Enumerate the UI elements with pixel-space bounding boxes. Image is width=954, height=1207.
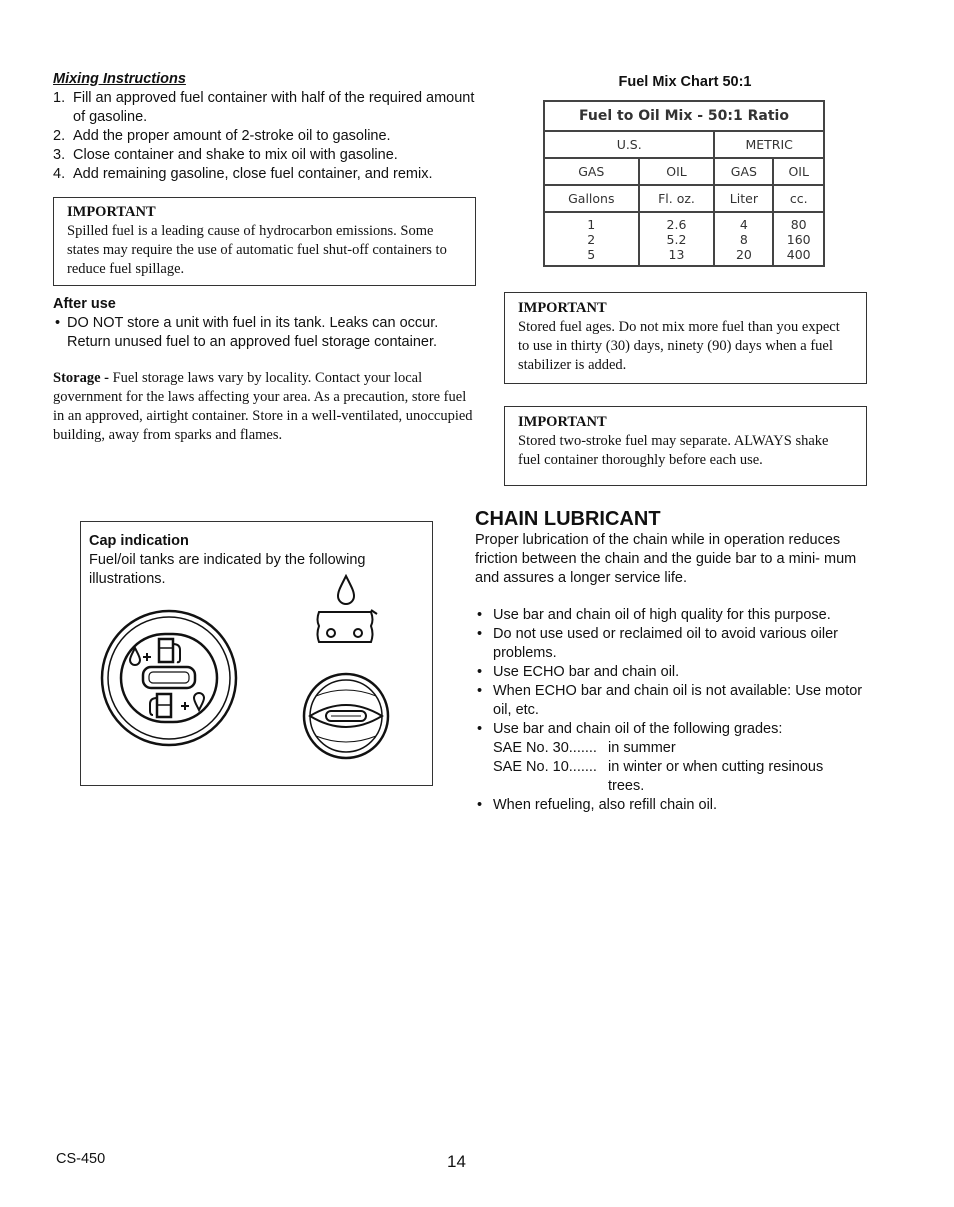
- mixing-instructions: [53, 70, 478, 184]
- important-box-separation: [504, 406, 867, 486]
- list-item: 1. Fill an approved fuel container with half of the required amount of gasoline.: [53, 90, 475, 125]
- grade-row: SAE No. 30....... in summer: [493, 740, 676, 756]
- storage-label: Storage -: [53, 370, 109, 386]
- list-item: • DO NOT store a unit with fuel in its tank. Leaks can occur. Return unused fuel to an approved fuel storage container.: [53, 314, 478, 352]
- important-box-spill: [53, 197, 476, 286]
- cap-description: Fuel/oil tanks are indicated by the following illustrations.: [89, 552, 366, 587]
- table-title: Fuel to Oil Mix - 50:1 Ratio: [544, 101, 824, 131]
- important-title: IMPORTANT: [518, 414, 607, 430]
- table-group-metric: METRIC: [714, 131, 824, 158]
- table-header: OIL: [773, 158, 824, 185]
- table-group-us: U.S.: [544, 131, 714, 158]
- cap-title: Cap indication: [89, 533, 189, 549]
- important-title: IMPORTANT: [67, 204, 156, 220]
- footer-model: CS-450: [56, 1151, 106, 1167]
- important-box-stored-fuel: [504, 292, 867, 384]
- important-text: Spilled fuel is a leading cause of hydrocarbon emissions. Some states may require the use of automatic fuel shut-off containers to reduce fuel spillage.: [67, 223, 447, 277]
- important-title: IMPORTANT: [518, 300, 607, 316]
- table-header: OIL: [639, 158, 715, 185]
- important-text: Stored two-stroke fuel may separate. ALWAYS shake fuel container thoroughly before each use.: [518, 433, 829, 468]
- important-text: Stored fuel ages. Do not mix more fuel than you expect to use in thirty (30) days, ninety (90) days when a fuel stabilizer is added.: [518, 319, 840, 373]
- list-item: • Use bar and chain oil of high quality for this purpose.: [475, 606, 875, 625]
- chain-lubricant-title: CHAIN LUBRICANT: [475, 508, 661, 530]
- list-item: • Do not use used or reclaimed oil to avoid various oiler problems.: [475, 625, 875, 663]
- after-use-section: [53, 295, 478, 352]
- list-item: • Use bar and chain oil of the following grades: SAE No. 30....... in summer SAE No. 10....... in winter or when cutting resinous trees.: [475, 720, 875, 796]
- fuel-mix-table-wrapper: [543, 100, 825, 267]
- after-use-title: After use: [53, 296, 116, 312]
- fuel-chart-caption: Fuel Mix Chart 50:1: [618, 74, 752, 90]
- table-unit: cc.: [773, 185, 824, 212]
- list-item: 2. Add the proper amount of 2-stroke oil to gasoline.: [53, 128, 391, 144]
- table-header: GAS: [714, 158, 773, 185]
- table-unit: Fl. oz.: [639, 185, 715, 212]
- table-unit: Gallons: [544, 185, 639, 212]
- table-cell: 4 8 20: [714, 212, 773, 266]
- storage-paragraph: [53, 369, 478, 445]
- grade-row: SAE No. 10....... in winter or when cutting resinous trees.: [493, 759, 824, 794]
- table-cell: 2.6 5.2 13: [639, 212, 715, 266]
- table-header: GAS: [544, 158, 639, 185]
- mixing-steps: [53, 89, 478, 184]
- table-cell: 1 2 5: [544, 212, 639, 266]
- list-item: • When ECHO bar and chain oil is not available: Use motor oil, etc.: [475, 682, 875, 720]
- list-item: • When refueling, also refill chain oil.: [475, 796, 875, 815]
- page-number: 14: [447, 1152, 466, 1171]
- chain-intro: Proper lubrication of the chain while in operation reduces friction between the chain and the guide bar to a mini- mum and assures a longer service life.: [475, 532, 857, 586]
- list-item: 4. Add remaining gasoline, close fuel container, and remix.: [53, 166, 433, 182]
- table-cell: 80 160 400: [773, 212, 824, 266]
- list-item: • Use ECHO bar and chain oil.: [475, 663, 875, 682]
- mixing-title: Mixing Instructions: [53, 71, 186, 87]
- table-unit: Liter: [714, 185, 773, 212]
- storage-text: Fuel storage laws vary by locality. Contact your local government for the laws affecting your area. As a precaution, store fuel in an approved, airtight container. Store in a well-ventilated, unoccupied building, away from sparks and flames.: [53, 370, 473, 443]
- after-use-list: [53, 314, 478, 352]
- list-item: 3. Close container and shake to mix oil with gasoline.: [53, 147, 398, 163]
- cap-indication-box: [80, 521, 433, 786]
- fuel-cap-icon: [99, 608, 239, 748]
- fuel-mix-table: [543, 100, 825, 267]
- chain-list: [475, 606, 875, 815]
- chain-lubricant-section: [475, 531, 875, 815]
- oil-cap-icon: [301, 574, 391, 764]
